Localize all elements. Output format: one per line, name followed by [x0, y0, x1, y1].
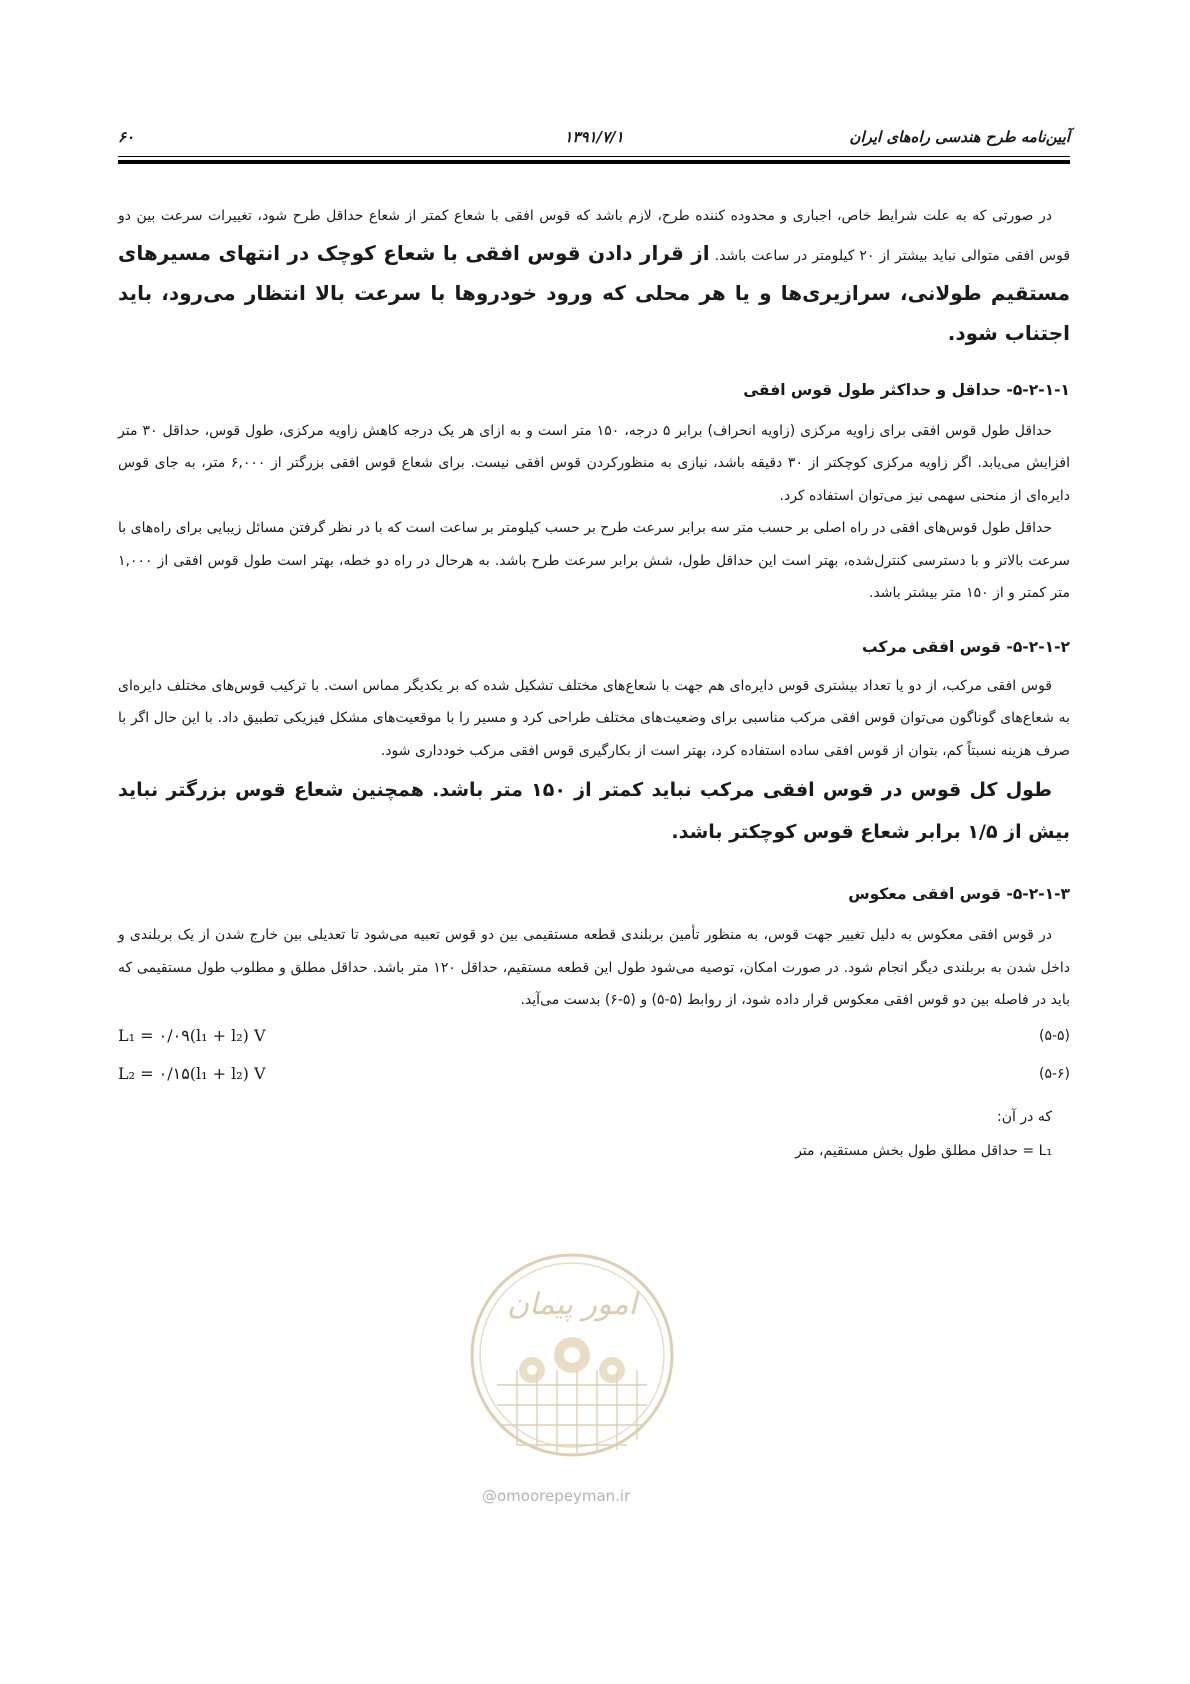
header-rule-thick — [118, 160, 1070, 164]
equation-row — [118, 1021, 1070, 1055]
watermark-logo — [462, 1245, 682, 1475]
section-2-paragraph-1: قوس افقی مرکب، از دو یا تعداد بیشتری قوس دایره‌ای هم جهت با شعاع‌های مختلف تشکیل شده که بر یکدیگر مماس است. با ترکیب قوس‌های مختلف دایره‌ای به شعاع‌های گوناگون می‌توان قوس افقی مرکب مناسبی برای وضعیت‌های مختلف طراحی کرد و مسیر را با موقعیت‌های مشکل فیزیکی تطبیق داد. با این حال اگر با صرف هزینه نسبتاً کم، بتوان از قوس افقی ساده استفاده کرد، بهتر است از بکارگیری قوس افقی مرکب خودداری شود. — [118, 677, 1070, 759]
header-title: آیین‌نامه طرح هندسی راه‌های ایران — [849, 128, 1070, 146]
variable-definition: L₁ = حداقل مطلق طول بخش مستقیم، متر — [795, 1142, 1052, 1159]
equation-number: (۵-۵) — [1038, 1027, 1070, 1044]
section-2-bold-paragraph: طول کل قوس در قوس افقی مرکب نباید کمتر از ۱۵۰ متر باشد. همچنین شعاع قوس بزرگتر نباید بیش از ۱/۵ برابر شعاع قوس کوچکتر باشد. — [118, 779, 1070, 843]
section-heading-1: ۵-۲-۱-۱- حداقل و حداکثر طول قوس افقی — [743, 380, 1070, 399]
equation-formula: L₂ = ۰/۱۵(l₁ + l₂) V — [118, 1063, 266, 1083]
section-heading-3: ۵-۲-۱-۳- قوس افقی معکوس — [848, 885, 1070, 903]
intro-paragraph — [118, 200, 1070, 353]
section-3-paragraph-1: در قوس افقی معکوس به دلیل تغییر جهت قوس، به منظور تأمین بربلندی قطعه مستقیمی بین دو قوس تعبیه می‌شود تا تعدیلی بین خارج شدن از یک بربلندی و داخل شدن به بربلندی دیگر انجام شود. در صورت امکان، توصیه می‌شود طول این قطعه مستقیم، حداقل ۱۲۰ متر باشد. حداقل مطلق و مطلوب طول مستقیمی که باید در فاصله بین دو قوس افقی معکوس قرار داده شود، از روابط (۵-۵) و (۵-۶) بدست می‌آید. — [118, 927, 1070, 1008]
page-number: ۶۰ — [118, 128, 135, 146]
section-1-paragraph-1: حداقل طول قوس افقی برای زاویه مرکزی (زاویه انحراف) برابر ۵ درجه، ۱۵۰ متر است و به ازای هر یک درجه کاهش زاویه مرکزی، طول قوس، حداقل ۳۰ متر افزایش می‌یابد. اگر زاویه مرکزی کوچکتر از ۳۰ دقیقه باشد، نیازی به منظورکردن قوس افقی نیست. برای شعاع قوس افقی بزرگتر از ۶,۰۰۰ متر، به جای قوس دایره‌ای از منحنی سهمی نیز می‌توان استفاده کرد. — [118, 422, 1071, 504]
watermark-url: @omoorepeyman.ir — [482, 1487, 631, 1505]
equation-number: (۵-۶) — [1038, 1065, 1070, 1082]
header-date: ۱۳۹۱/۷/۱ — [564, 128, 624, 146]
intro-bold-text: از قرار دادن قوس افقی با شعاع کوچک در انتهای مسیرهای مستقیم طولانی، سرازیری‌ها و یا هر محلی که ورود خودروها با سرعت بالا انتظار می‌رود، باید اجتناب شود. — [118, 240, 1070, 345]
equation-formula: L₁ = ۰/۰۹(l₁ + l₂) V — [118, 1025, 266, 1045]
page-body — [118, 200, 1070, 1167]
watermark-word: امور پیمان — [507, 1287, 637, 1322]
page-header — [118, 128, 1070, 152]
where-label: که در آن: — [997, 1108, 1052, 1125]
equation-row — [118, 1059, 1070, 1093]
section-1-paragraph-2: حداقل طول قوس‌های افقی در راه اصلی بر حسب متر سه برابر سرعت طرح بر حسب کیلومتر بر ساعت است که با در نظر گرفتن مسائل زیبایی برای راه‌های با سرعت بالاتر و با دسترسی کنترل‌شده، بهتر است این حداقل طول، شش برابر سرعت طرح باشد. به هرحال در راه دو خطه، بهتر است طول قوس افقی از ۱,۰۰۰ متر کمتر و از ۱۵۰ متر بیشتر باشد. — [118, 520, 1070, 601]
section-heading-2: ۵-۲-۱-۲- قوس افقی مرکب — [862, 637, 1070, 656]
intro-text: در صورتی که به علت شرایط خاص، اجباری و محدوده کننده طرح، لازم باشد که قوس افقی با شعاع کمتر از شعاع حداقل طرح شود، تغییرات سرعت بین دو قوس افقی متوالی نباید بیشتر از ۲۰ کیلومتر در ساعت باشد. — [118, 208, 1071, 264]
header-rule-thin — [118, 156, 1070, 157]
